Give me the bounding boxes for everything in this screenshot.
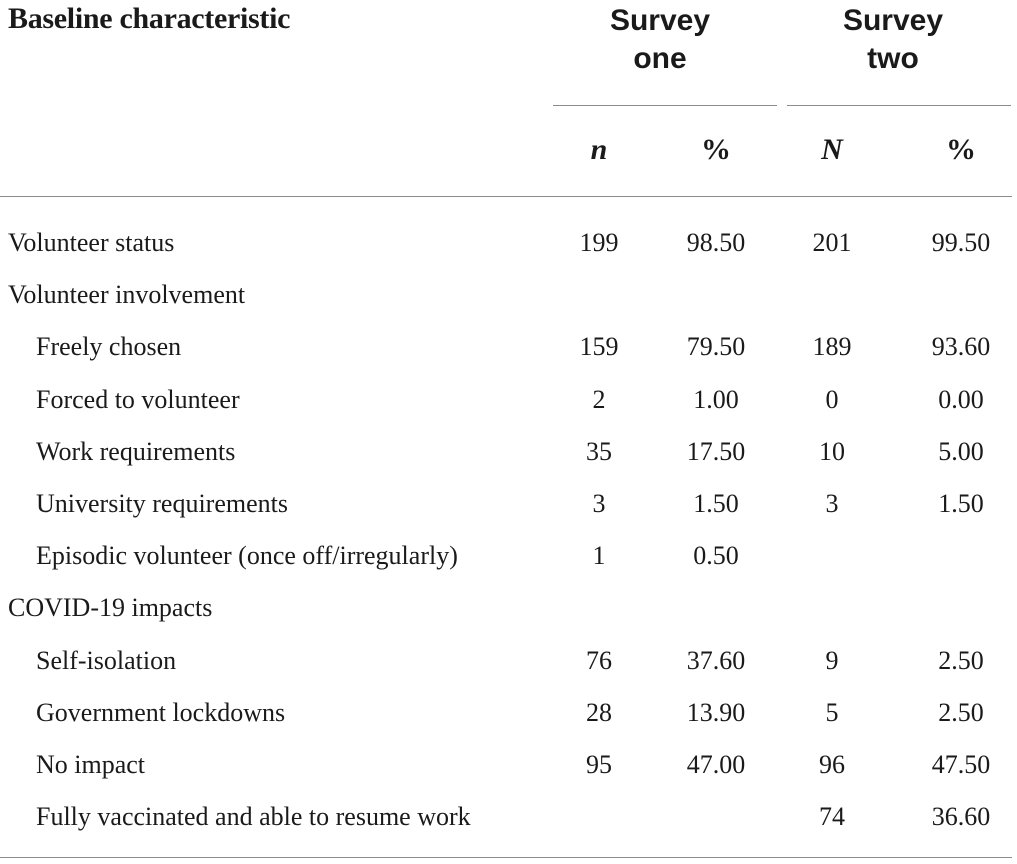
survey-one-n-cell: 2 <box>592 384 606 414</box>
table-row <box>0 332 1017 384</box>
row-label: No impact <box>36 750 146 779</box>
survey-two-n-cell: 189 <box>812 332 852 362</box>
survey-one-underline <box>553 105 777 106</box>
header-survey-two-line2: two <box>867 42 919 75</box>
survey-one-n-cell: 1 <box>592 541 606 571</box>
subheader-n-survey-one: n <box>590 133 608 166</box>
header-divider <box>0 196 1012 197</box>
subheader-n-survey-two: N <box>821 133 843 166</box>
table-row <box>0 698 1017 750</box>
table-row <box>0 750 1017 802</box>
header-survey-two <box>793 2 993 78</box>
survey-one-n-cell: 35 <box>586 436 612 466</box>
table-row <box>0 280 1017 332</box>
row-label: University requirements <box>36 489 288 518</box>
subheader-percent-survey-two: % <box>946 133 976 166</box>
survey-one-n-cell: 199 <box>579 228 619 257</box>
table-row <box>0 593 1017 645</box>
survey-one-percent-cell: 13.90 <box>686 697 746 727</box>
survey-two-percent-cell: 36.60 <box>931 802 991 832</box>
survey-two-n-cell: 3 <box>825 489 839 518</box>
survey-two-n-cell: 9 <box>825 645 839 675</box>
survey-two-percent-cell: 0.00 <box>938 384 984 414</box>
survey-two-underline <box>787 105 1011 106</box>
survey-two-percent-cell: 1.50 <box>938 489 984 518</box>
survey-two-percent-cell: 99.50 <box>931 228 991 257</box>
survey-one-n-cell: 95 <box>586 750 612 779</box>
table-row <box>0 228 1017 280</box>
survey-two-n-cell: 201 <box>812 228 852 257</box>
survey-one-n-cell: 159 <box>579 332 619 362</box>
row-label: Freely chosen <box>36 332 182 362</box>
row-label: COVID-19 impacts <box>8 593 213 623</box>
survey-one-percent-cell: 1.00 <box>693 384 739 414</box>
table-row <box>0 437 1017 489</box>
survey-one-n-cell: 28 <box>586 697 612 727</box>
survey-two-n-cell: 5 <box>825 697 839 727</box>
header-baseline-characteristic: Baseline characteristic <box>8 2 291 35</box>
row-label: Self-isolation <box>36 645 177 675</box>
row-label: Volunteer involvement <box>8 280 246 310</box>
survey-two-percent-cell: 2.50 <box>938 645 984 675</box>
survey-one-percent-cell: 0.50 <box>693 541 739 571</box>
row-label: Forced to volunteer <box>36 384 240 414</box>
survey-one-percent-cell: 1.50 <box>693 489 739 518</box>
row-label: Work requirements <box>36 436 236 466</box>
survey-one-n-cell: 76 <box>586 645 612 675</box>
header-survey-one-line2: one <box>633 42 687 75</box>
subheader-percent-survey-one: % <box>701 133 731 166</box>
header-survey-one-line1: Survey <box>609 4 711 37</box>
row-label: Episodic volunteer (once off/irregularly) <box>36 541 458 571</box>
survey-two-n-cell: 96 <box>819 750 845 779</box>
survey-one-percent-cell: 79.50 <box>686 332 746 362</box>
header-survey-two-line1: Survey <box>842 4 944 37</box>
survey-two-percent-cell: 93.60 <box>931 332 991 362</box>
header-survey-one <box>560 2 760 78</box>
survey-one-percent-cell: 98.50 <box>686 228 746 257</box>
table-row <box>0 802 1017 854</box>
survey-one-percent-cell: 37.60 <box>686 645 746 675</box>
survey-two-n-cell: 74 <box>819 802 845 832</box>
table-row <box>0 385 1017 437</box>
survey-one-percent-cell: 47.00 <box>686 750 746 779</box>
table-bottom-rule <box>0 857 1012 858</box>
row-label: Fully vaccinated and able to resume work <box>36 802 471 832</box>
table-row <box>0 489 1017 541</box>
survey-two-n-cell: 10 <box>819 436 845 466</box>
survey-two-percent-cell: 47.50 <box>931 750 991 779</box>
table-row <box>0 646 1017 698</box>
table-row <box>0 541 1017 593</box>
survey-two-n-cell: 0 <box>825 384 839 414</box>
row-label: Government lockdowns <box>36 697 286 727</box>
survey-two-percent-cell: 2.50 <box>938 697 984 727</box>
row-label: Volunteer status <box>8 228 175 257</box>
survey-one-percent-cell: 17.50 <box>686 436 746 466</box>
survey-two-percent-cell: 5.00 <box>938 436 984 466</box>
survey-one-n-cell: 3 <box>592 489 606 518</box>
